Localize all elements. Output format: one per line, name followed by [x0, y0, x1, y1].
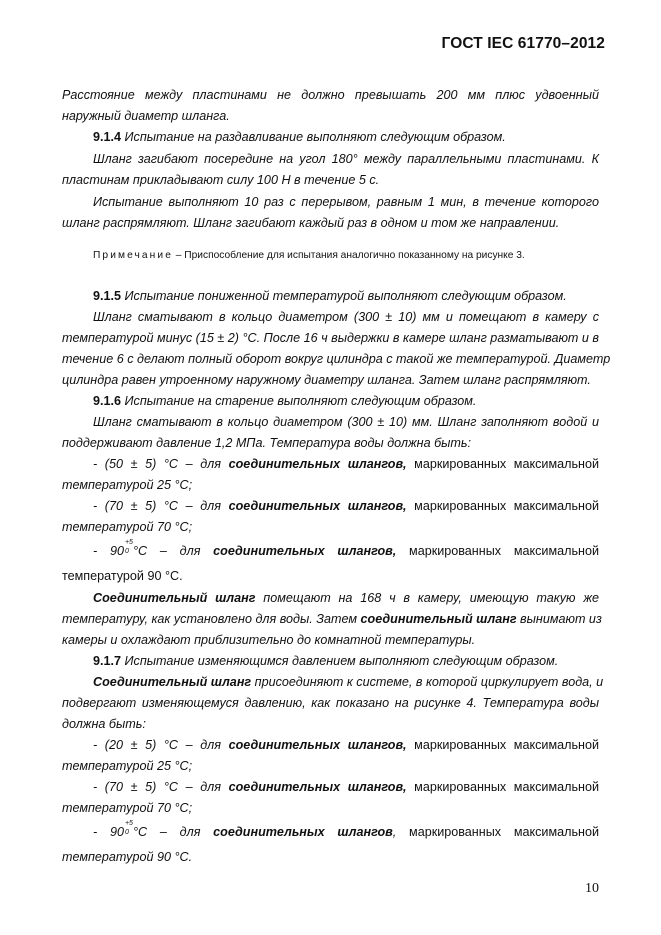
list-dash: -: [93, 825, 98, 839]
page-number: 10: [585, 881, 599, 896]
text-line: температурой 25 °С;: [62, 759, 193, 773]
tolerance-lower: 0: [124, 829, 129, 836]
term: соединительных: [213, 825, 325, 839]
unit: °С: [132, 544, 148, 558]
text-line: Шланг сматывают в кольцо диаметром (300 ± 10) мм. Шланг заполняют водой и: [93, 415, 599, 429]
term: соединительных шлангов,: [228, 499, 407, 513]
text-line: Испытание выполняют 10 раз с перерывом, равным 1 мин, в течение которого: [93, 195, 599, 209]
section-number: 9.1.7: [93, 654, 122, 668]
term: соединительных шлангов,: [228, 457, 407, 471]
list-rest: маркированных максимальной: [414, 738, 600, 752]
tolerance: [124, 539, 133, 555]
section-9-1-6: [93, 394, 476, 408]
section-number: 9.1.4: [93, 130, 122, 144]
section-9-1-7: [93, 654, 558, 668]
value-with-tolerance: [109, 820, 148, 839]
tolerance: [124, 820, 133, 836]
dash: –: [159, 544, 167, 558]
text-line: шланг распрямляют. Шланг загибают каждый раз в одном и том же направлении.: [62, 216, 560, 230]
text: температуру, как установлено для воды. Затем: [62, 612, 361, 626]
list-value: - (20 ± 5) °С – для: [93, 738, 221, 752]
list-value: - (70 ± 5) °С – для: [93, 780, 221, 794]
text-line: температурой 25 °С;: [62, 478, 193, 492]
section-title: Испытание на раздавливание выполняют следующим образом.: [121, 130, 506, 144]
list-rest: максимальной: [513, 544, 600, 558]
text-line: Расстояние между пластинами не должно превышать 200 мм плюс удвоенный: [62, 88, 599, 102]
note-label: Примечание: [93, 250, 173, 261]
term: соединительный шланг: [360, 612, 517, 626]
word: для: [179, 544, 201, 558]
text-line: [93, 675, 604, 689]
text-line: подвергают изменяющемуся давлению, как показано на рисунке 4. Температура воды: [62, 696, 599, 710]
section-9-1-5: [93, 289, 567, 303]
dash: –: [159, 825, 167, 839]
text-line: [93, 591, 599, 605]
term: соединительных шлангов,: [228, 738, 407, 752]
value-with-tolerance: [109, 539, 148, 558]
text-line: Шланг загибают посередине на угол 180° между параллельными пластинами. К: [93, 152, 599, 166]
section-title: Испытание пониженной температурой выполняют следующим образом.: [121, 289, 567, 303]
list-item: [93, 457, 599, 471]
word: для: [179, 825, 201, 839]
list-value: - (70 ± 5) °С – для: [93, 499, 221, 513]
list-rest: маркированных максимальной: [414, 780, 600, 794]
unit: °С: [132, 825, 148, 839]
section-number: 9.1.6: [93, 394, 122, 408]
list-dash: -: [93, 544, 98, 558]
text-line: температурой 70 °С;: [62, 520, 193, 534]
value: 90: [109, 825, 124, 839]
term: шлангов,: [337, 544, 397, 558]
list-rest: маркированных: [409, 544, 502, 558]
text: помещают на 168 ч в камеру, имеющую такую же: [255, 591, 599, 605]
term: Соединительный шланг: [93, 675, 252, 689]
comma: ,: [392, 825, 397, 839]
text-line: температурой 90 °С.: [62, 569, 183, 583]
list-rest: маркированных максимальной: [414, 457, 600, 471]
list-value: - (50 ± 5) °С – для: [93, 457, 221, 471]
text-line: цилиндра равен утроенному наружному диаметру шланга. Затем шланг распрямляют.: [62, 373, 591, 387]
text-line: температурой минус (15 ± 2) °С. После 16 ч выдержки в камере шланг разматывают и в: [62, 331, 599, 345]
term: соединительных: [213, 544, 325, 558]
list-item: [93, 499, 599, 513]
tolerance-upper: +5: [124, 820, 133, 827]
list-item: [93, 539, 600, 558]
section-number: 9.1.5: [93, 289, 122, 303]
note-text: – Приспособление для испытания аналогично показанному на рисунке 3.: [172, 250, 525, 261]
list-item: [93, 738, 599, 752]
term: шлангов: [337, 825, 393, 839]
list-rest: маркированных максимальной: [414, 499, 600, 513]
list-item: [93, 780, 599, 794]
list-rest: максимальной: [513, 825, 600, 839]
list-item: [93, 820, 600, 839]
text-line: камеры и охлаждают приблизительно до комнатной температуры.: [62, 633, 476, 647]
text-line: поддерживают давление 1,2 МПа. Температура воды должна быть:: [62, 436, 472, 450]
list-rest: маркированных: [409, 825, 502, 839]
section-9-1-4: [93, 130, 506, 144]
section-title: Испытание изменяющимся давлением выполняют следующим образом.: [121, 654, 559, 668]
text: вынимают из: [516, 612, 602, 626]
text-line: температурой 70 °С;: [62, 801, 193, 815]
tolerance-upper: +5: [124, 539, 133, 546]
text-line: пластинам прикладывают силу 100 Н в течение 5 с.: [62, 173, 380, 187]
text-line: течение 6 с делают полный оборот вокруг цилиндра с такой же температурой. Диаметр: [62, 352, 611, 366]
text-line: Шланг сматывают в кольцо диаметром (300 ± 10) мм и помещают в камеру с: [93, 310, 599, 324]
note: [93, 250, 525, 261]
tolerance-lower: 0: [124, 548, 129, 555]
term: соединительных шлангов,: [228, 780, 407, 794]
text-line: [62, 612, 602, 626]
value: 90: [109, 544, 124, 558]
document-header: ГОСТ IEC 61770–2012: [441, 35, 605, 52]
text-line: наружный диаметр шланга.: [62, 109, 230, 123]
text: присоединяют к системе, в которой циркулирует вода, и: [251, 675, 604, 689]
section-title: Испытание на старение выполняют следующим образом.: [121, 394, 477, 408]
term: Соединительный шланг: [93, 591, 256, 605]
text-line: должна быть:: [62, 717, 146, 731]
text-line: температурой 90 °С.: [62, 850, 193, 864]
